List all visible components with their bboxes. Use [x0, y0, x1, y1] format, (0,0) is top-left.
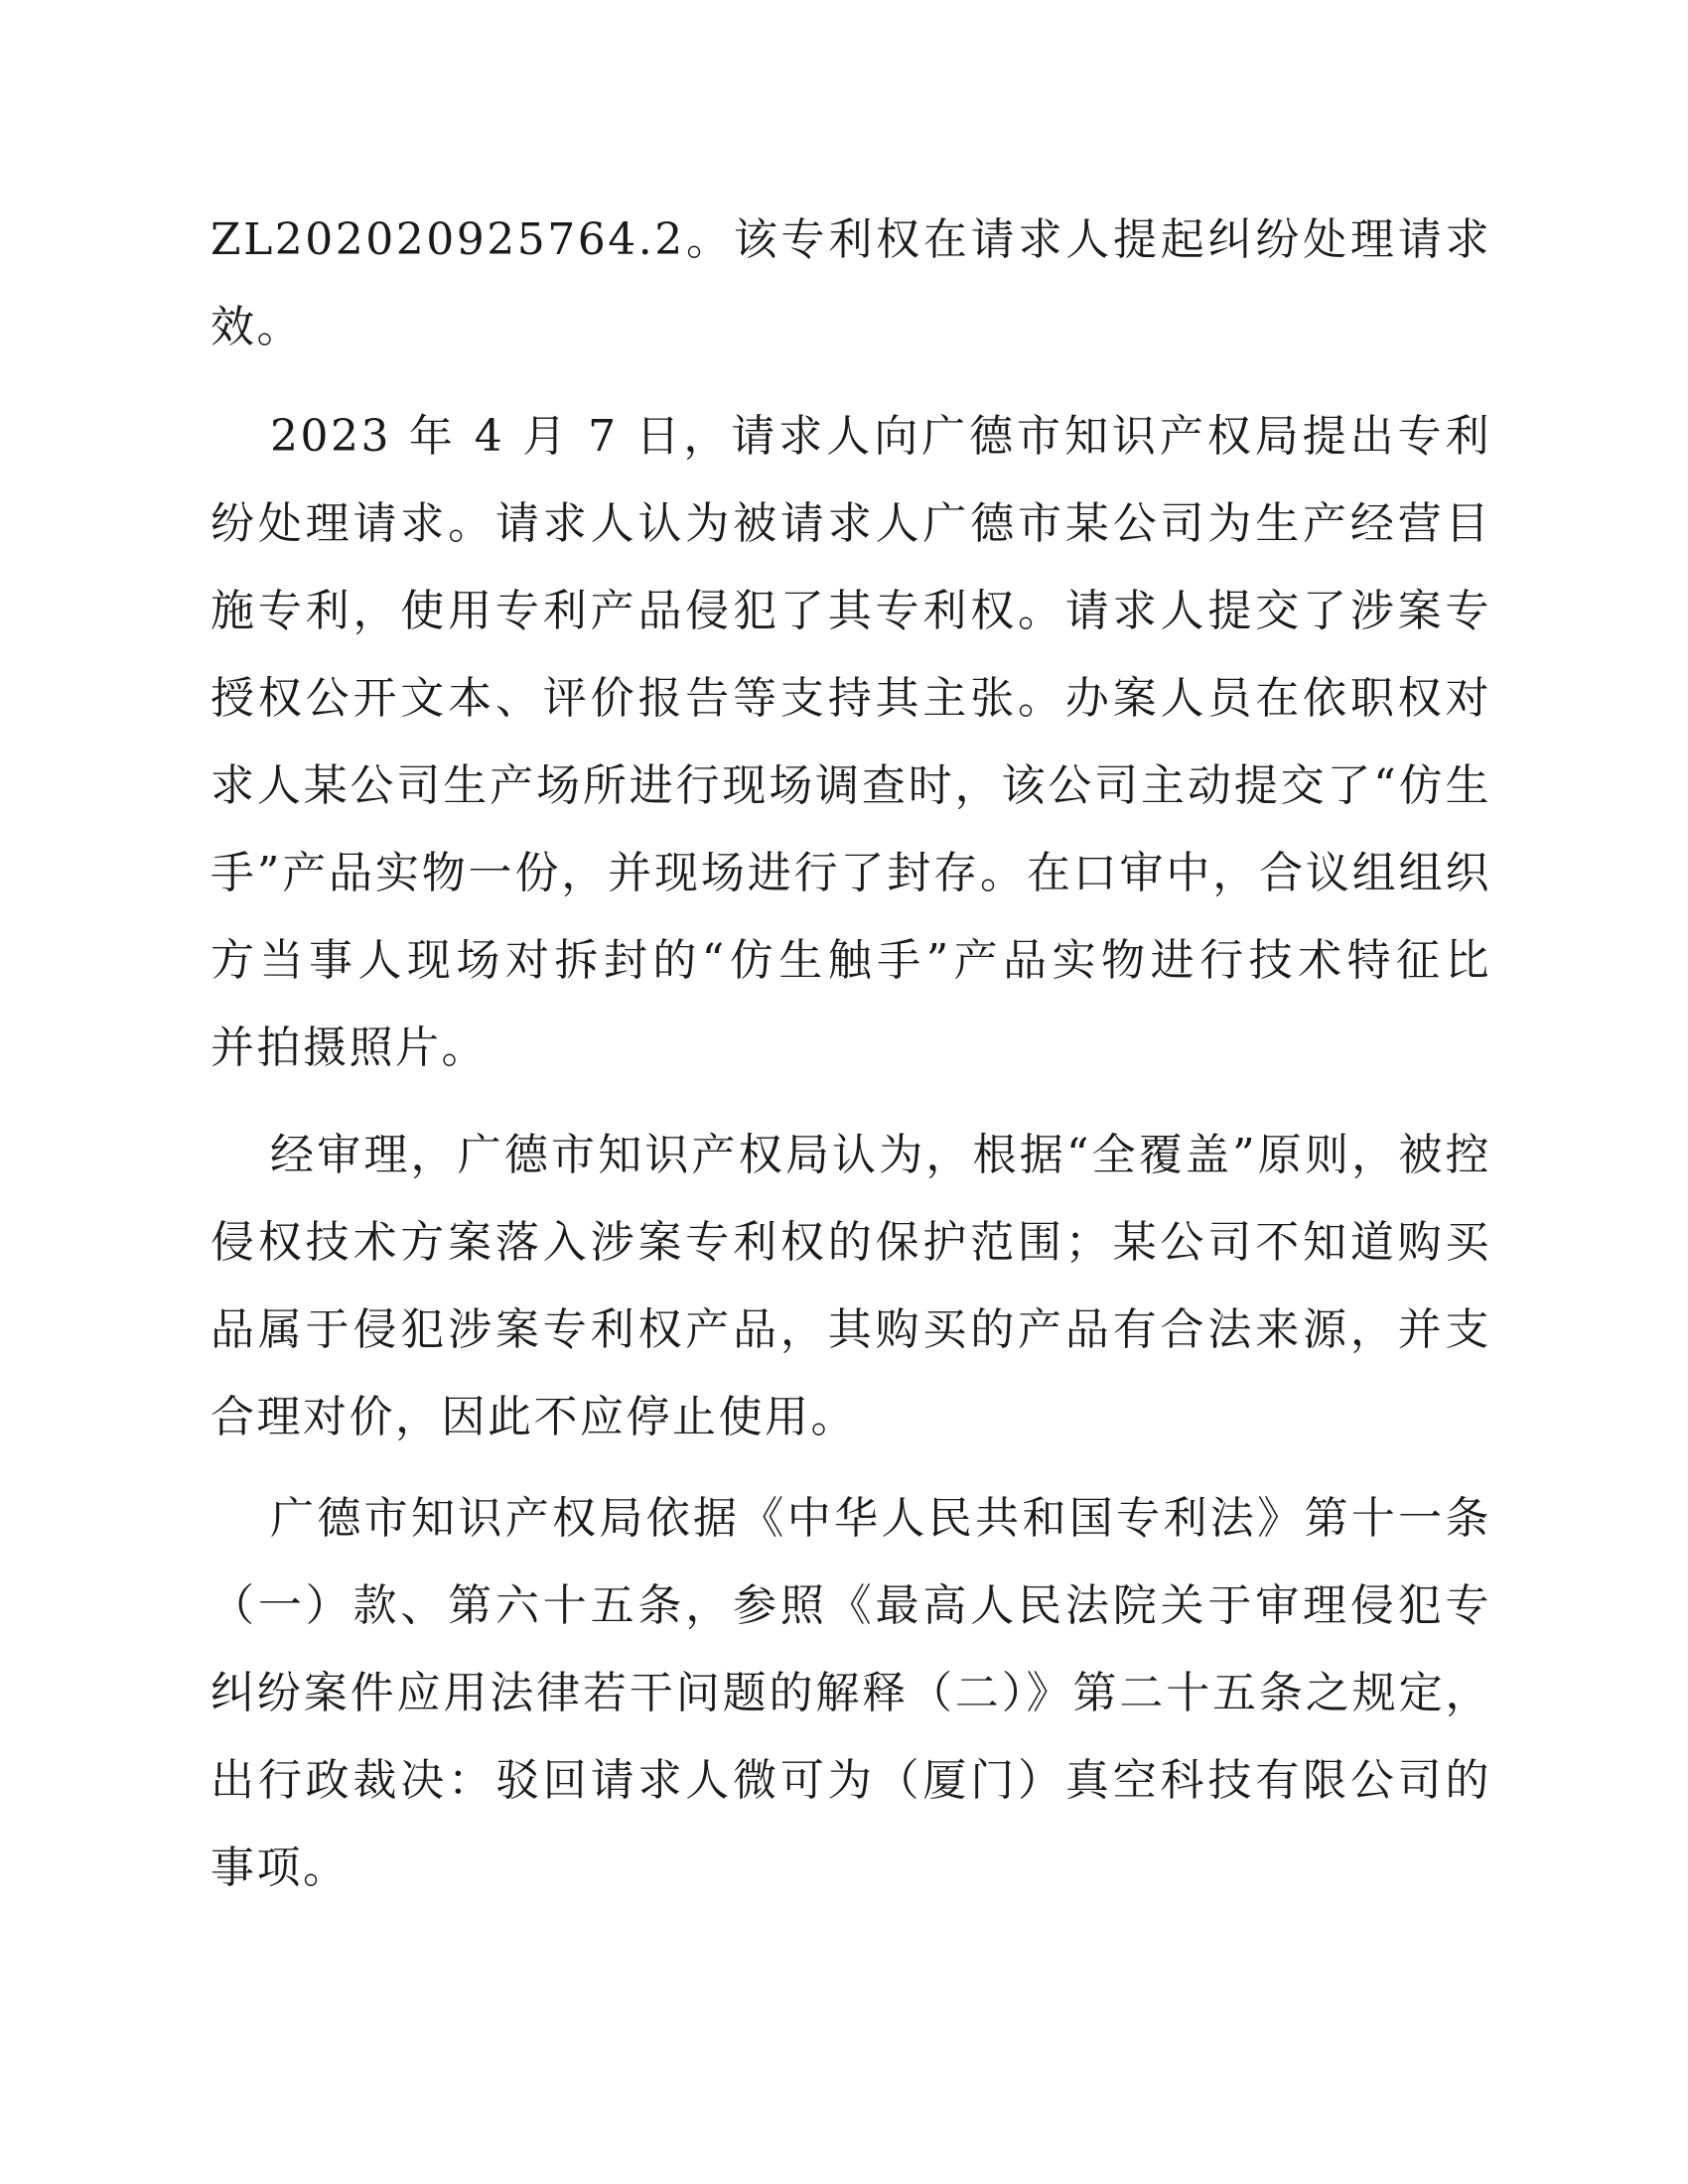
- paragraph-1: [211, 197, 1491, 371]
- text-line: 施专利，使用专利产品侵犯了其专利权。请求人提交了涉案专: [211, 586, 1491, 636]
- text-line: 纠纷案件应用法律若干问题的解释（二）》第二十五条之规定，: [211, 1668, 1491, 1718]
- text-line: 经审理，广德市知识产权局认为，根据“全覆盖”原则，被控: [270, 1130, 1491, 1180]
- text-line: ZL202020925764.2。该专利权在请求人提起纠纷处理请求: [211, 214, 1491, 265]
- paragraph-3: [211, 1112, 1491, 1461]
- text-line: 方当事人现场对拆封的“仿生触手”产品实物进行技术特征比: [211, 935, 1491, 986]
- text-line: 合理对价，因此不应停止使用。: [211, 1392, 857, 1442]
- paragraph-2: [211, 393, 1491, 1092]
- text-line: 并拍摄照片。: [211, 1023, 488, 1073]
- paragraph-4: [211, 1475, 1491, 1912]
- text-line: （一）款、第六十五条，参照《最高人民法院关于审理侵犯专: [211, 1580, 1491, 1631]
- text-line: 授权公开文本、评价报告等支持其主张。办案人员在依职权对: [211, 673, 1491, 724]
- text-line: 侵权技术方案落入涉案专利权的保护范围；某公司不知道购买: [211, 1217, 1491, 1268]
- text-line: 手”产品实物一份，并现场进行了封存。在口审中，合议组组织: [211, 848, 1491, 898]
- text-line: 求人某公司生产场所进行现场调查时，该公司主动提交了“仿生: [211, 760, 1491, 811]
- text-line: 纷处理请求。请求人认为被请求人广德市某公司为生产经营目: [211, 498, 1491, 549]
- text-line: 广德市知识产权局依据《中华人民共和国专利法》第十一条: [270, 1493, 1491, 1544]
- text-line: 效。: [211, 302, 303, 352]
- text-line: 事项。: [211, 1843, 350, 1893]
- text-line: 2023 年 4 月 7 日，请求人向广德市知识产权局提出专利: [270, 411, 1491, 462]
- text-line: 品属于侵犯涉案专利权产品，其购买的产品有合法来源，并支: [211, 1304, 1491, 1355]
- text-line: 出行政裁决：驳回请求人微可为（厦门）真空科技有限公司的: [211, 1755, 1491, 1806]
